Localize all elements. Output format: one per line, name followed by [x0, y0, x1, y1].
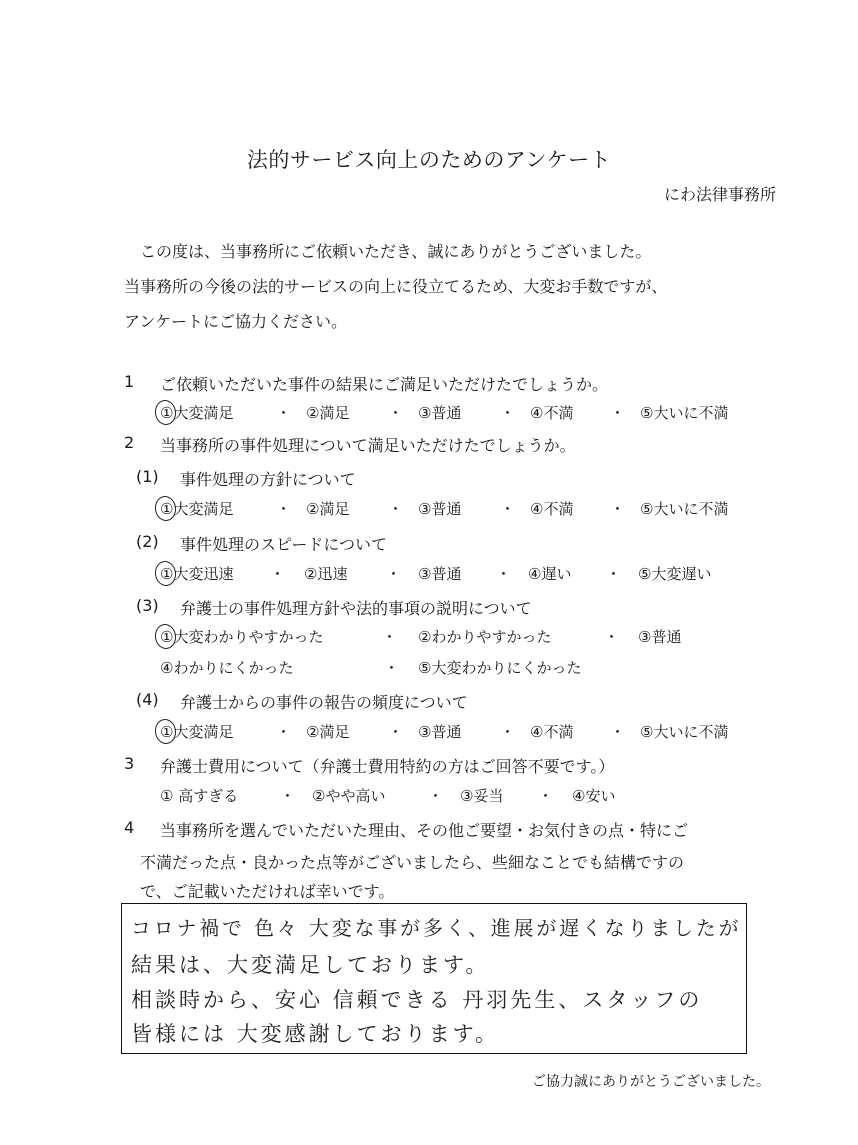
q2-sub3-label: (3) [136, 596, 159, 615]
q2-sub2-text: 事件処理のスピードについて [180, 535, 388, 554]
q1-option-5[interactable]: ⑤大いに不満 [640, 404, 729, 422]
separator: ・ [382, 628, 398, 646]
q2-text: 当事務所の事件処理について満足いただけたでしょうか。 [160, 436, 576, 455]
separator: ・ [610, 500, 626, 518]
separator: ・ [500, 723, 516, 741]
separator: ・ [276, 404, 292, 422]
q2-sub1-text: 事件処理の方針について [180, 470, 356, 489]
q1-option-2[interactable]: ②満足 [306, 404, 350, 422]
q3-option-2[interactable]: ②やや高い [312, 787, 386, 805]
intro-line-3: アンケートにご協力ください。 [124, 312, 348, 331]
q1-option-1[interactable]: ①大変満足 [160, 404, 234, 422]
q1-number: 1 [124, 372, 135, 391]
q2-sub3-option-3[interactable]: ③普通 [638, 628, 682, 646]
separator: ・ [500, 404, 516, 422]
q2-sub2-option-5[interactable]: ⑤大変遅い [638, 565, 712, 583]
handwritten-line-3: 相談時から、安心 信頼できる 丹羽先生、スタッフの [131, 988, 703, 1012]
q2-sub4-option-5[interactable]: ⑤大いに不満 [640, 723, 729, 741]
q2-sub1-option-1[interactable]: ①大変満足 [160, 500, 234, 518]
separator: ・ [388, 404, 404, 422]
separator: ・ [276, 500, 292, 518]
q2-sub2-label: (2) [136, 532, 159, 551]
q4-line-1: 当事務所を選んでいただいた理由、その他ご要望・お気付きの点・特にご [160, 821, 689, 840]
separator: ・ [388, 500, 404, 518]
separator: ・ [496, 565, 512, 583]
intro-line-1: この度は、当事務所にご依頼いただき、誠にありがとうございました。 [140, 242, 652, 261]
page-title: 法的サービス向上のためのアンケート [246, 148, 612, 172]
q1-option-3[interactable]: ③普通 [418, 404, 462, 422]
q3-text: 弁護士費用について（弁護士費用特約の方はご回答不要です。） [160, 757, 615, 776]
separator: ・ [384, 659, 400, 677]
q3-number: 3 [124, 754, 135, 773]
q2-sub1-option-4[interactable]: ④不満 [530, 500, 574, 518]
separator: ・ [606, 565, 622, 583]
q1-option-4[interactable]: ④不満 [530, 404, 574, 422]
q4-line-3: で、ご記載いただければ幸いです。 [140, 882, 395, 901]
separator: ・ [276, 723, 292, 741]
separator: ・ [610, 404, 626, 422]
separator: ・ [388, 723, 404, 741]
q2-sub1-option-2[interactable]: ②満足 [306, 500, 350, 518]
separator: ・ [270, 565, 286, 583]
q2-sub4-option-2[interactable]: ②満足 [306, 723, 350, 741]
separator: ・ [386, 565, 402, 583]
separator: ・ [280, 787, 296, 805]
q2-sub2-option-2[interactable]: ②迅速 [304, 565, 348, 583]
handwritten-line-1: コロナ禍で 色々 大変な事が多く、進展が遅くなりましたが [131, 917, 742, 940]
q3-option-4[interactable]: ④安い [572, 787, 616, 805]
q2-sub3-option-5[interactable]: ⑤大変わかりにくかった [418, 659, 582, 677]
q2-number: 2 [124, 433, 135, 452]
separator: ・ [538, 787, 554, 805]
closing-message: ご協力誠にありがとうございました。 [532, 1074, 770, 1090]
handwritten-line-2: 結果は、大変満足しております。 [131, 953, 490, 977]
q2-sub4-option-1[interactable]: ①大変満足 [160, 723, 234, 741]
q2-sub2-option-3[interactable]: ③普通 [418, 565, 462, 583]
q2-sub3-text: 弁護士の事件処理方針や法的事項の説明について [180, 599, 532, 618]
q2-sub4-label: (4) [136, 690, 159, 709]
q2-sub4-option-3[interactable]: ③普通 [418, 723, 462, 741]
q2-sub1-option-3[interactable]: ③普通 [418, 500, 462, 518]
separator: ・ [610, 723, 626, 741]
firm-name: にわ法律事務所 [663, 185, 776, 204]
q2-sub1-label: (1) [136, 467, 159, 486]
q4-line-2: 不満だった点・良かった点等がございましたら、些細なことでも結構ですの [140, 853, 685, 872]
handwritten-line-4: 皆様には 大変感謝しております。 [131, 1022, 499, 1046]
q2-sub4-option-4[interactable]: ④不満 [530, 723, 574, 741]
q2-sub2-option-1[interactable]: ①大変迅速 [160, 565, 234, 583]
q3-option-1[interactable]: ① 高すぎる [160, 787, 239, 805]
q1-text: ご依頼いただいた事件の結果にご満足いただけたでしょうか。 [160, 375, 609, 394]
q4-number: 4 [124, 818, 135, 837]
separator: ・ [500, 500, 516, 518]
q2-sub3-option-2[interactable]: ②わかりやすかった [418, 628, 552, 646]
intro-line-2: 当事務所の今後の法的サービスの向上に役立てるため、大変お手数ですが、 [124, 277, 668, 296]
separator: ・ [604, 628, 620, 646]
q2-sub3-option-4[interactable]: ④わかりにくかった [160, 659, 294, 677]
separator: ・ [428, 787, 444, 805]
q2-sub2-option-4[interactable]: ④遅い [528, 565, 572, 583]
q2-sub4-text: 弁護士からの事件の報告の頻度について [180, 693, 468, 712]
q2-sub1-option-5[interactable]: ⑤大いに不満 [640, 500, 729, 518]
q2-sub3-option-1[interactable]: ①大変わかりやすかった [160, 628, 324, 646]
q3-option-3[interactable]: ③妥当 [460, 787, 504, 805]
